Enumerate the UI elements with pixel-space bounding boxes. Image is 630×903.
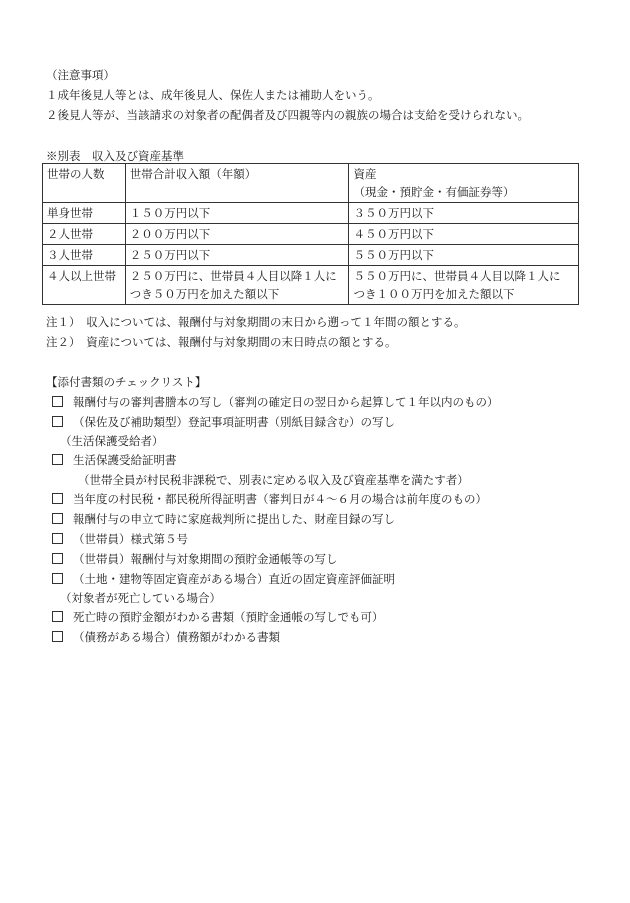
cell-assets: ５５０万円以下 xyxy=(349,245,579,266)
criteria-table-title: ※別表 収入及び資産基準 xyxy=(46,149,184,163)
checkbox[interactable] xyxy=(52,493,63,504)
checklist-item-label: 報酬付与の審判書謄本の写し（審判の確定日の翌日から起算して１年以内のもの） xyxy=(73,395,499,409)
cell-income: ２５０万円以下 xyxy=(125,245,349,266)
checklist-item[interactable] xyxy=(52,629,280,645)
table-row xyxy=(43,203,579,224)
table-footnote: 注２） 資産については、報酬付与対象期間の末日時点の額とする。 xyxy=(46,335,397,349)
note-item: ２後見人等が、当該請求の対象者の配偶者及び四親等内の親族の場合は支給を受けられない。 xyxy=(46,108,529,122)
notes-heading: （注意事項） xyxy=(46,68,115,82)
cell-household: ２人世帯 xyxy=(43,224,126,245)
note-item: １成年後見人等とは、成年後見人、保佐人または補助人をいう。 xyxy=(46,88,380,102)
checklist-item[interactable] xyxy=(52,551,338,567)
cell-income: １５０万円以下 xyxy=(125,203,349,224)
checklist-item-note: （世帯全員が村民税非課税で、別表に定める収入及び資産基準を満たす者） xyxy=(78,473,469,487)
checklist-item[interactable] xyxy=(52,414,395,430)
checklist-item-label: 死亡時の預貯金額がわかる書類（預貯金通帳の写しでも可） xyxy=(73,610,384,624)
table-row xyxy=(43,245,579,266)
cell-assets: ４５０万円以下 xyxy=(349,224,579,245)
header-assets: 資産 （現金・預貯金・有価証券等） xyxy=(349,164,579,203)
cell-income: ２５０万円に、世帯員４人目以降１人に つき５０万円を加えた額以下 xyxy=(125,266,349,305)
checkbox[interactable] xyxy=(52,396,63,407)
checkbox[interactable] xyxy=(52,611,63,622)
header-household: 世帯の人数 xyxy=(43,164,126,203)
checkbox[interactable] xyxy=(52,553,63,564)
checklist-item-label: （保佐及び補助類型）登記事項証明書（別紙目録含む）の写し xyxy=(73,415,395,429)
criteria-table xyxy=(42,163,579,305)
checklist-item[interactable] xyxy=(52,452,177,468)
checklist-item[interactable] xyxy=(52,511,395,527)
checklist-item[interactable] xyxy=(52,609,384,625)
checklist-heading: 【添付書類のチェックリスト】 xyxy=(46,375,207,389)
table-header-row xyxy=(43,164,579,203)
header-income: 世帯合計収入額（年額） xyxy=(125,164,349,203)
checklist-section-label: （対象者が死亡している場合） xyxy=(60,591,221,605)
table-row xyxy=(43,266,579,305)
cell-assets: ３５０万円以下 xyxy=(349,203,579,224)
checkbox[interactable] xyxy=(52,573,63,584)
cell-income: ２００万円以下 xyxy=(125,224,349,245)
checklist-item-label: 当年度の村民税・都民税所得証明書（審判日が４～６月の場合は前年度のもの） xyxy=(73,492,487,506)
checklist-item-label: 報酬付与の申立て時に家庭裁判所に提出した、財産目録の写し xyxy=(73,512,395,526)
checklist-item[interactable] xyxy=(52,571,395,587)
checklist-item-label: （世帯員）報酬付与対象期間の預貯金通帳等の写し xyxy=(73,552,338,566)
checkbox[interactable] xyxy=(52,631,63,642)
cell-assets: ５５０万円に、世帯員４人目以降１人に つき１００万円を加えた額以下 xyxy=(349,266,579,305)
checklist-item-label: （土地・建物等固定資産がある場合）直近の固定資産評価証明 xyxy=(73,572,395,586)
checklist-item-label: 生活保護受給証明書 xyxy=(73,453,177,467)
checklist-item[interactable] xyxy=(52,394,499,410)
checklist-item-label: （債務がある場合）債務額がわかる書類 xyxy=(73,630,280,644)
checklist-item[interactable] xyxy=(52,491,487,507)
checklist-item[interactable] xyxy=(52,531,188,547)
checkbox[interactable] xyxy=(52,454,63,465)
checklist-item-label: （世帯員）様式第５号 xyxy=(73,532,188,546)
checkbox[interactable] xyxy=(52,533,63,544)
checkbox[interactable] xyxy=(52,513,63,524)
checklist-section-label: （生活保護受給者） xyxy=(60,434,164,448)
cell-household: ３人世帯 xyxy=(43,245,126,266)
table-row xyxy=(43,224,579,245)
cell-household: ４人以上世帯 xyxy=(43,266,126,305)
table-footnote: 注１） 収入については、報酬付与対象期間の末日から遡って１年間の額とする。 xyxy=(46,315,466,329)
cell-household: 単身世帯 xyxy=(43,203,126,224)
checkbox[interactable] xyxy=(52,416,63,427)
